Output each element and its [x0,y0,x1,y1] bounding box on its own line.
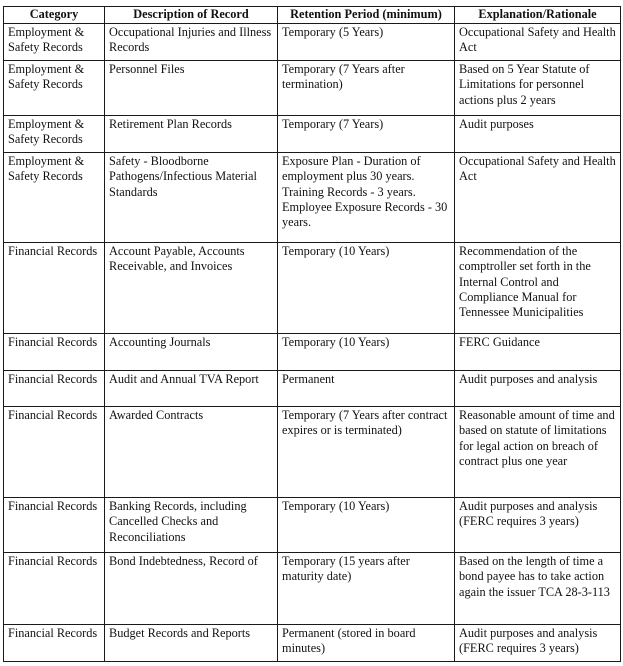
header-category: Category [4,7,105,24]
table-row [4,334,621,371]
cell-retention: Temporary (7 Years after termination) [278,61,455,116]
table-row [4,24,621,61]
cell-explanation: Occupational Safety and Health Act [455,24,621,61]
cell-retention: Temporary (7 Years after contract expires or is terminated) [278,407,455,498]
table-header [4,7,621,24]
cell-description: Bond Indebtedness, Record of [105,553,278,625]
cell-category: Financial Records [4,371,105,407]
cell-category: Employment & Safety Records [4,24,105,61]
cell-category: Financial Records [4,553,105,625]
cell-category: Employment & Safety Records [4,61,105,116]
cell-explanation: Audit purposes and analysis (FERC requires 3 years) [455,498,621,553]
table-row [4,625,621,662]
cell-explanation: Based on the length of time a bond payee has to take action again the issuer TCA 28-3-113 [455,553,621,625]
cell-retention: Temporary (15 years after maturity date) [278,553,455,625]
header-explanation: Explanation/Rationale [455,7,621,24]
cell-explanation: Recommendation of the comptroller set forth in the Internal Control and Compliance Manual for Tennessee Municipalities [455,243,621,334]
cell-retention: Temporary (10 Years) [278,243,455,334]
cell-category: Financial Records [4,243,105,334]
table-row [4,407,621,498]
cell-category: Financial Records [4,407,105,498]
cell-explanation: FERC Guidance [455,334,621,371]
table-row [4,243,621,334]
table-row [4,153,621,243]
cell-description: Account Payable, Accounts Receivable, and Invoices [105,243,278,334]
cell-retention: Temporary (10 Years) [278,498,455,553]
cell-description: Banking Records, including Cancelled Checks and Reconciliations [105,498,278,553]
cell-description: Personnel Files [105,61,278,116]
table-row [4,61,621,116]
table-row [4,371,621,407]
cell-retention: Exposure Plan - Duration of employment plus 30 years. Training Records - 3 years. Employee Exposure Records - 30 years. [278,153,455,243]
cell-retention: Permanent [278,371,455,407]
header-description: Description of Record [105,7,278,24]
cell-explanation: Audit purposes [455,116,621,153]
cell-description: Safety - Bloodborne Pathogens/Infectious Material Standards [105,153,278,243]
cell-explanation: Occupational Safety and Health Act [455,153,621,243]
cell-category: Financial Records [4,334,105,371]
cell-retention: Temporary (5 Years) [278,24,455,61]
cell-retention: Temporary (10 Years) [278,334,455,371]
cell-description: Audit and Annual TVA Report [105,371,278,407]
cell-description: Budget Records and Reports [105,625,278,662]
cell-explanation: Reasonable amount of time and based on statute of limitations for legal action on breach of contract plus one year [455,407,621,498]
cell-explanation: Based on 5 Year Statute of Limitations for personnel actions plus 2 years [455,61,621,116]
cell-retention: Permanent (stored in board minutes) [278,625,455,662]
cell-category: Financial Records [4,625,105,662]
cell-explanation: Audit purposes and analysis (FERC requires 3 years) [455,625,621,662]
cell-description: Awarded Contracts [105,407,278,498]
cell-description: Occupational Injuries and Illness Records [105,24,278,61]
cell-category: Employment & Safety Records [4,153,105,243]
cell-category: Employment & Safety Records [4,116,105,153]
table-row [4,498,621,553]
table-row [4,553,621,625]
cell-retention: Temporary (7 Years) [278,116,455,153]
cell-description: Accounting Journals [105,334,278,371]
table-body [4,24,621,662]
cell-description: Retirement Plan Records [105,116,278,153]
cell-explanation: Audit purposes and analysis [455,371,621,407]
table-row [4,116,621,153]
retention-schedule-table [3,6,621,662]
header-row [4,7,621,24]
cell-category: Financial Records [4,498,105,553]
header-retention-period: Retention Period (minimum) [278,7,455,24]
